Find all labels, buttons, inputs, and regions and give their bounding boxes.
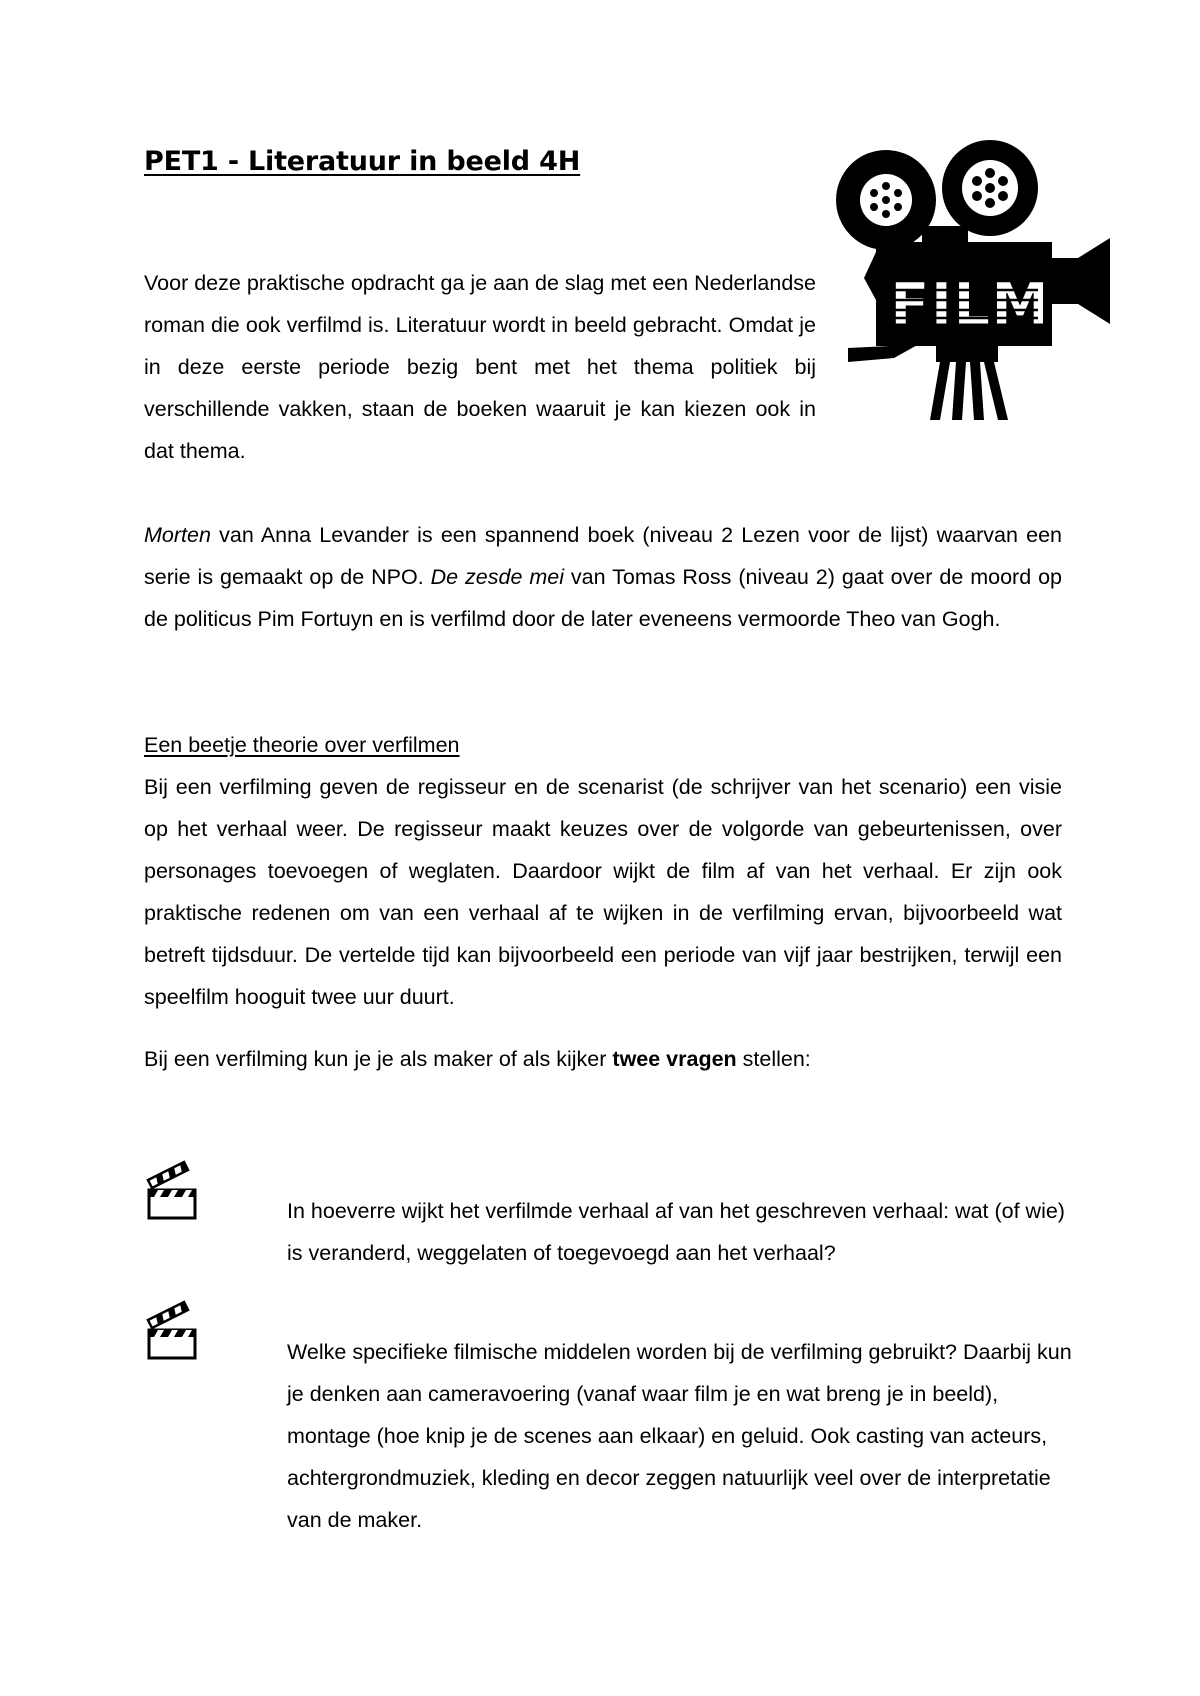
theory-paragraph: Bij een verfilming geven de regisseur en de scenarist (de schrijver van het scenario) een visie op het verhaal weer. De regisseur maakt keuzes over de volgorde van gebeurtenissen, over personages toevoegen of weglaten. Daardoor wijkt de film af van het verhaal. Er zijn ook praktische redenen om van een verhaal af te wijken in de verfilming ervan, bijvoorbeeld wat betreft tijdsduur. De vertelde tijd kan bijvoorbeeld een periode van vijf jaar bestrijken, terwijl een speelfilm hooguit twee uur duurt. <box>144 775 1062 1009</box>
theory-heading: Een beetje theorie over verfilmen <box>144 733 460 757</box>
questions-intro-after: stellen: <box>736 1047 811 1071</box>
question-2: Welke specifieke filmische middelen worden bij de verfilming gebruikt? Daarbij kun je denken aan cameravoering (vanaf waar film je en wat breng je in beeld), montage (hoe knip je de scenes aan elkaar) en geluid. Ook casting van acteurs, achtergrondmuziek, kleding en decor zeggen natuurlijk veel over de interpretatie van de maker. <box>287 1340 1072 1532</box>
document-title: PET1 - Literatuur in beeld 4H <box>144 146 581 177</box>
book-description-2: van Tomas Ross (niveau 2) gaat over de moord op de politicus Pim Fortuyn en is verfilmd door de later eveneens vermoorde Theo van Gogh. <box>144 565 1063 631</box>
logo-text: FILM <box>890 270 1050 338</box>
questions-intro-before: Bij een verfilming kun je je als maker of als kijker <box>144 1047 613 1071</box>
film-camera-icon <box>832 140 1124 426</box>
books-paragraph <box>144 514 1062 640</box>
book-description-1: van Anna Levander is een spannend boek (niveau 2 Lezen voor de lijst) waarvan een serie is gemaakt op de NPO. <box>144 523 1062 589</box>
book-title-morten: Morten <box>144 523 211 547</box>
book-title-zesde-mei: De zesde mei <box>430 565 564 589</box>
clapperboard-icon <box>144 1300 200 1360</box>
question-1: In hoeverre wijkt het verfilmde verhaal af van het geschreven verhaal: wat (of wie) is veranderd, weggelaten of toegevoegd aan het verhaal? <box>287 1199 1065 1265</box>
clapperboard-icon <box>144 1160 200 1220</box>
intro-paragraph: Voor deze praktische opdracht ga je aan de slag met een Nederlandse roman die ook verfilmd is. Literatuur wordt in beeld gebracht. Omdat je in deze eerste periode bezig bent met het thema politiek bij verschillende vakken, staan de boeken waaruit je kan kiezen ook in dat thema. <box>144 271 816 463</box>
questions-intro <box>144 1038 811 1080</box>
questions-intro-bold: twee vragen <box>612 1047 737 1071</box>
